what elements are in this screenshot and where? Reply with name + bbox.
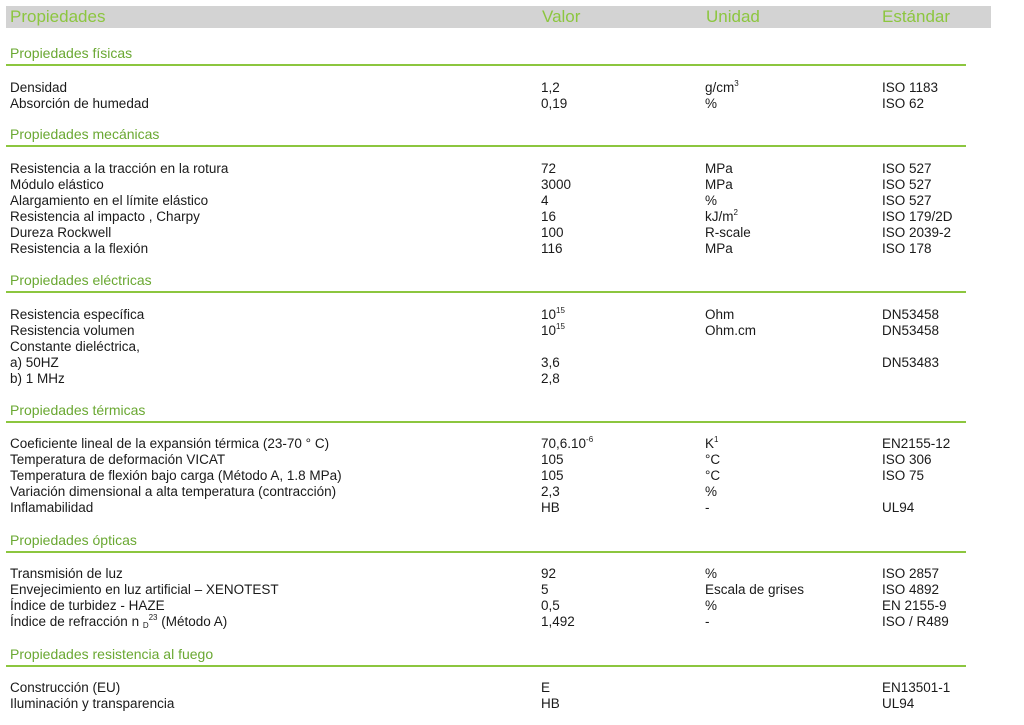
property-standard: ISO 527 [882, 161, 932, 176]
property-standard: DN53458 [882, 307, 940, 322]
property-name: Coeficiente lineal de la expansión térmica (23-70 ° C) [10, 436, 330, 451]
table-row [0, 680, 1024, 696]
table-row [0, 452, 1024, 468]
property-name: Inflamabilidad [10, 500, 94, 515]
property-name: Variación dimensional a alta temperatura (contracción) [10, 484, 337, 499]
property-standard: EN13501-1 [882, 680, 951, 695]
table-row [0, 80, 1024, 96]
value-text: 10 [541, 323, 557, 338]
property-unit: % [705, 566, 718, 581]
table-row [0, 323, 1024, 339]
section-rule [6, 421, 966, 423]
property-name: Densidad [10, 80, 68, 95]
section-rule [6, 551, 966, 553]
property-name: Constante dieléctrica, [10, 339, 140, 354]
property-name: Resistencia a la flexión [10, 241, 149, 256]
table-row [0, 614, 1024, 630]
property-unit: Ohm [705, 307, 735, 322]
property-value: 105 [541, 452, 564, 467]
property-name: Resistencia volumen [10, 323, 135, 338]
table-row [0, 96, 1024, 112]
property-unit: % [705, 484, 718, 499]
unit-superscript: 2 [733, 208, 738, 217]
property-unit [705, 436, 718, 452]
table-row [0, 500, 1024, 516]
table-row [0, 339, 1024, 355]
value-text: 70,6.10 [541, 436, 587, 451]
property-value: 5 [541, 582, 549, 597]
property-value: 2,8 [541, 371, 560, 386]
property-value: 105 [541, 468, 564, 483]
table-row [0, 484, 1024, 500]
property-standard: ISO 75 [882, 468, 925, 483]
table-row [0, 193, 1024, 209]
property-value: E [541, 680, 551, 695]
header-estandar: Estándar [882, 7, 951, 26]
property-standard: ISO 2857 [882, 566, 940, 581]
property-value: HB [541, 500, 560, 515]
header-valor: Valor [542, 7, 581, 26]
property-name: Temperatura de deformación VICAT [10, 452, 226, 467]
property-unit: Escala de grises [705, 582, 805, 597]
value-superscript: 15 [556, 306, 565, 315]
property-standard: ISO 527 [882, 177, 932, 192]
property-standard: DN53458 [882, 323, 940, 338]
unit-superscript: 3 [734, 79, 739, 88]
property-unit: - [705, 500, 710, 515]
property-standard: UL94 [882, 500, 915, 515]
property-value [541, 436, 593, 452]
table-row [0, 161, 1024, 177]
unit-superscript: 1 [714, 435, 719, 444]
property-unit [705, 80, 739, 96]
property-value: 0,19 [541, 96, 568, 111]
property-name: Transmisión de luz [10, 566, 123, 581]
property-value [541, 323, 565, 339]
property-name: Iluminación y transparencia [10, 696, 175, 711]
property-name: Módulo elástico [10, 177, 104, 192]
section-title-termicas: Propiedades térmicas [10, 402, 146, 418]
table-row [0, 241, 1024, 257]
property-standard: ISO 306 [882, 452, 932, 467]
property-value: 72 [541, 161, 557, 176]
table-row [0, 355, 1024, 371]
unit-text: K [705, 436, 715, 451]
property-standard: ISO 527 [882, 193, 932, 208]
table-row [0, 209, 1024, 225]
property-standard: DN53483 [882, 355, 940, 370]
property-name: Envejecimiento en luz artificial – XENOTEST [10, 582, 279, 597]
property-unit: °C [705, 468, 721, 483]
property-standard: ISO 62 [882, 96, 925, 111]
name-text: Índice de refracción n [10, 614, 143, 629]
unit-text: kJ/m [705, 209, 734, 224]
property-value: 1,492 [541, 614, 575, 629]
property-unit: Ohm.cm [705, 323, 757, 338]
property-value: 1,2 [541, 80, 560, 95]
property-standard: EN 2155-9 [882, 598, 947, 613]
property-standard: ISO / R489 [882, 614, 949, 629]
section-title-fuego: Propiedades resistencia al fuego [10, 646, 214, 662]
property-standard: UL94 [882, 696, 915, 711]
property-value: 0,5 [541, 598, 560, 613]
property-unit: °C [705, 452, 721, 467]
table-row [0, 177, 1024, 193]
table-row [0, 468, 1024, 484]
property-name: Resistencia al impacto , Charpy [10, 209, 200, 224]
property-name: Alargamiento en el límite elástico [10, 193, 209, 208]
section-rule [6, 145, 966, 147]
property-value: 116 [541, 241, 563, 256]
property-name: Resistencia específica [10, 307, 145, 322]
name-superscript: 23 [148, 613, 158, 622]
property-name: Absorción de humedad [10, 96, 149, 111]
property-value: 16 [541, 209, 557, 224]
property-name: Índice de turbidez - HAZE [10, 598, 165, 613]
table-row [0, 307, 1024, 323]
table-header [6, 6, 991, 28]
property-unit: R-scale [705, 225, 751, 240]
value-text: 10 [541, 307, 557, 322]
property-name: a) 50HZ [10, 355, 59, 370]
property-name: Temperatura de flexión bajo carga (Método A, 1.8 MPa) [10, 468, 342, 483]
table-row [0, 582, 1024, 598]
header-unidad: Unidad [706, 7, 760, 26]
property-value: 3000 [541, 177, 572, 192]
property-standard: ISO 4892 [882, 582, 940, 597]
table-row [0, 371, 1024, 387]
property-name: Construcción (EU) [10, 680, 121, 695]
table-row [0, 598, 1024, 614]
property-value: 92 [541, 566, 557, 581]
value-superscript: 15 [556, 322, 565, 331]
property-value: 100 [541, 225, 564, 240]
table-row [0, 225, 1024, 241]
name-text-suffix: (Método A) [157, 614, 228, 629]
header-propiedades: Propiedades [10, 7, 106, 26]
section-rule [6, 291, 966, 293]
table-row [0, 566, 1024, 582]
property-standard: ISO 2039-2 [882, 225, 952, 240]
table-row [0, 436, 1024, 452]
property-name [10, 614, 227, 630]
property-unit: MPa [705, 177, 733, 192]
unit-text: g/cm [705, 80, 735, 95]
property-unit: % [705, 193, 718, 208]
section-rule [6, 665, 966, 667]
value-superscript: -6 [586, 435, 594, 444]
property-value: HB [541, 696, 560, 711]
property-standard: ISO 1183 [882, 80, 939, 95]
section-title-electricas: Propiedades eléctricas [10, 272, 152, 288]
property-name: Resistencia a la tracción en la rotura [10, 161, 229, 176]
property-standard: EN2155-12 [882, 436, 951, 451]
property-standard: ISO 178 [882, 241, 932, 256]
section-rule [6, 64, 966, 66]
property-value: 3,6 [541, 355, 560, 370]
name-subscript: D [142, 621, 149, 630]
property-unit [705, 209, 738, 225]
property-value [541, 307, 565, 323]
property-value: 2,3 [541, 484, 560, 499]
property-name: b) 1 MHz [10, 371, 65, 386]
property-value: 4 [541, 193, 549, 208]
table-row [0, 696, 1024, 712]
property-unit: % [705, 598, 718, 613]
property-unit: MPa [705, 161, 733, 176]
property-unit: - [705, 614, 710, 629]
section-title-fisicas: Propiedades físicas [10, 45, 133, 61]
property-unit: % [705, 96, 718, 111]
property-unit: MPa [705, 241, 733, 256]
section-title-opticas: Propiedades ópticas [10, 532, 137, 548]
property-name: Dureza Rockwell [10, 225, 112, 240]
property-standard: ISO 179/2D [882, 209, 953, 224]
section-title-mecanicas: Propiedades mecánicas [10, 126, 160, 142]
